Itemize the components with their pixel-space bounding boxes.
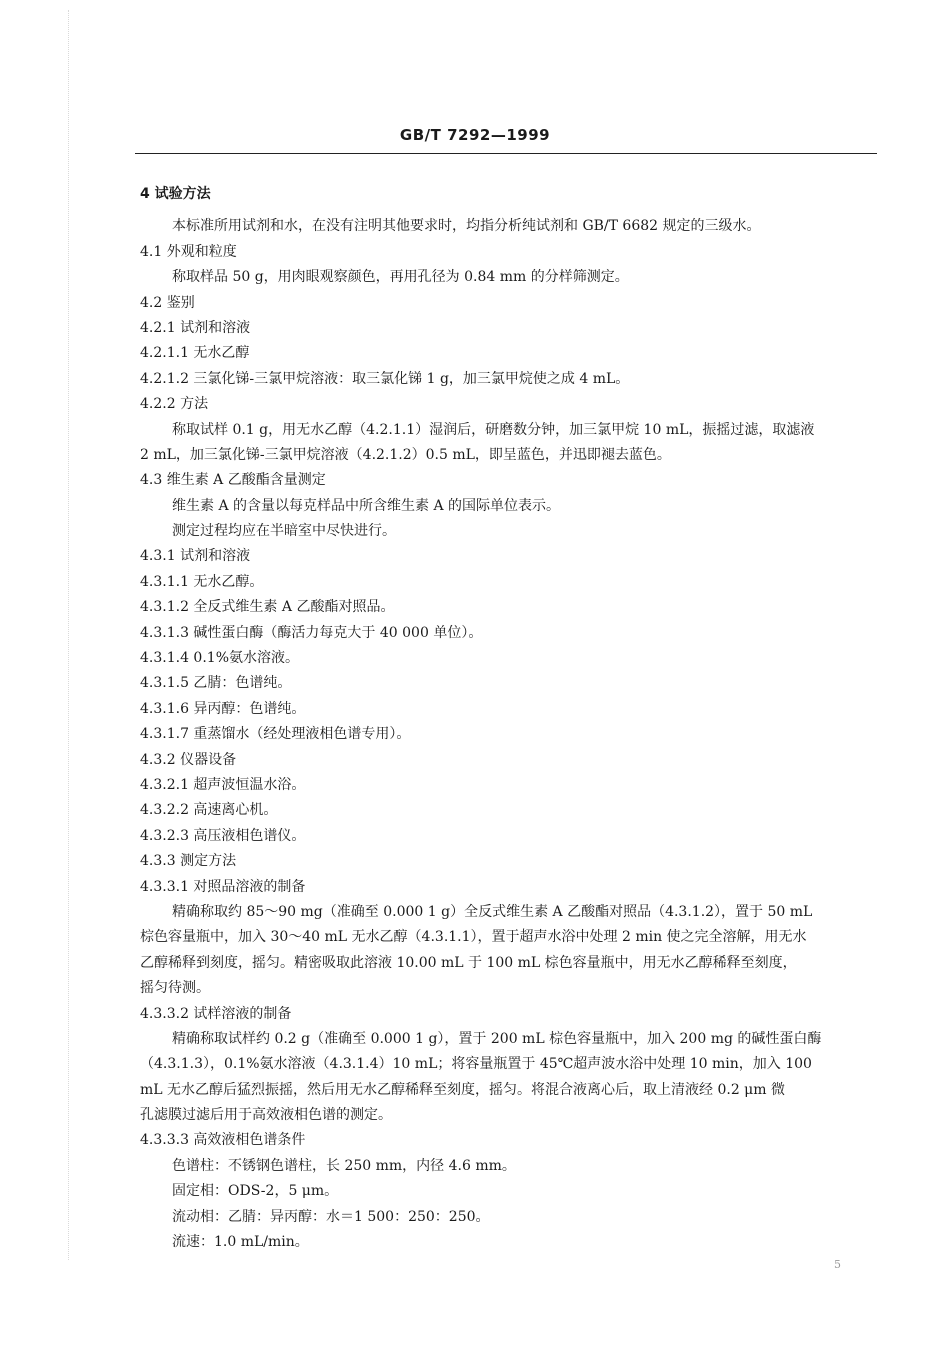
section-heading-4: 4 试验方法 xyxy=(140,186,211,202)
paragraph: 维生素 A 的含量以每克样品中所含维生素 A 的国际单位表示。 xyxy=(172,497,561,514)
clause-heading: 4.3.1 试剂和溶液 xyxy=(140,548,251,565)
clause-item: 4.3.2.3 高压液相色谱仪。 xyxy=(140,827,306,844)
clause-heading: 4.3.2 仪器设备 xyxy=(140,751,237,768)
clause-item: 4.3.1.4 0.1%氨水溶液。 xyxy=(140,650,299,667)
clause-heading: 4.2.2 方法 xyxy=(140,396,209,413)
paragraph-line: 孔滤膜过滤后用于高效液相色谱的测定。 xyxy=(140,1107,392,1124)
clause-item: 4.3.3.2 试样溶液的制备 xyxy=(140,1005,292,1022)
header-rule xyxy=(135,153,877,154)
clause-item: 4.3.3.1 对照品溶液的制备 xyxy=(140,878,306,895)
body-text xyxy=(140,182,880,1255)
paragraph-line: 2 mL，加三氯化锑-三氯甲烷溶液（4.2.1.2）0.5 mL，即呈蓝色，并迅即褪去蓝色。 xyxy=(140,446,671,463)
paragraph-line: 称取试样 0.1 g，用无水乙醇（4.2.1.1）湿润后，研磨数分钟，加三氯甲烷 10 mL，振摇过滤，取滤液 xyxy=(172,421,815,438)
paragraph: 本标准所用试剂和水，在没有注明其他要求时，均指分析纯试剂和 GB/T 6682 规定的三级水。 xyxy=(172,218,761,235)
paragraph-line: 精确称取约 85～90 mg（准确至 0.000 1 g）全反式维生素 A 乙酸酯对照品（4.3.1.2），置于 50 mL xyxy=(172,903,813,920)
clause-item: 4.3.1.7 重蒸馏水（经处理液相色谱专用）。 xyxy=(140,726,411,743)
clause-item: 4.3.3.3 高效液相色谱条件 xyxy=(140,1132,306,1149)
paragraph: 测定过程均应在半暗室中尽快进行。 xyxy=(172,523,396,540)
clause-heading: 4.3 维生素 A 乙酸酯含量测定 xyxy=(140,472,326,489)
clause-heading: 4.2 鉴别 xyxy=(140,294,195,311)
clause-heading: 4.3.3 测定方法 xyxy=(140,853,237,870)
paragraph: 色谱柱：不锈钢色谱柱，长 250 mm，内径 4.6 mm。 xyxy=(172,1157,516,1174)
clause-item: 4.3.1.1 无水乙醇。 xyxy=(140,573,264,590)
paragraph: 固定相：ODS-2，5 μm。 xyxy=(172,1183,339,1200)
paragraph: 流动相：乙腈：异丙醇：水＝1 500：250：250。 xyxy=(172,1208,490,1225)
paragraph-line: 精确称取试样约 0.2 g（准确至 0.000 1 g），置于 200 mL 棕色容量瓶中，加入 200 mg 的碱性蛋白酶 xyxy=(172,1030,822,1047)
paragraph-line: 摇匀待测。 xyxy=(140,980,210,997)
scan-edge-mark xyxy=(68,10,70,1260)
paragraph-line: 乙醇稀释到刻度，摇匀。精密吸取此溶液 10.00 mL 于 100 mL 棕色容量瓶中，用无水乙醇稀释至刻度， xyxy=(140,954,797,971)
clause-item: 4.3.2.1 超声波恒温水浴。 xyxy=(140,776,306,793)
clause-item: 4.2.1.1 无水乙醇 xyxy=(140,345,250,362)
clause-heading: 4.2.1 试剂和溶液 xyxy=(140,319,251,336)
paragraph-line: mL 无水乙醇后猛烈振摇，然后用无水乙醇稀释至刻度，摇匀。将混合液离心后，取上清液经 0.2 μm 微 xyxy=(140,1081,786,1098)
paragraph: 流速：1.0 mL/min。 xyxy=(172,1234,309,1251)
clause-item: 4.3.1.6 异丙醇：色谱纯。 xyxy=(140,700,306,717)
clause-item: 4.3.1.3 碱性蛋白酶（酶活力每克大于 40 000 单位）。 xyxy=(140,624,483,641)
page-number: 5 xyxy=(834,1258,841,1271)
paragraph: 称取样品 50 g，用肉眼观察颜色，再用孔径为 0.84 mm 的分样筛测定。 xyxy=(172,269,629,286)
clause-item: 4.3.1.2 全反式维生素 A 乙酸酯对照品。 xyxy=(140,599,395,616)
clause-item: 4.3.1.5 乙腈：色谱纯。 xyxy=(140,675,292,692)
clause-item: 4.2.1.2 三氯化锑-三氯甲烷溶液：取三氯化锑 1 g，加三氯甲烷使之成 4 mL。 xyxy=(140,370,630,387)
clause-item: 4.3.2.2 高速离心机。 xyxy=(140,802,278,819)
page-header-standard-code: GB/T 7292—1999 xyxy=(399,126,551,144)
paragraph-line: 棕色容量瓶中，加入 30～40 mL 无水乙醇（4.3.1.1），置于超声水浴中处理 2 min 使之完全溶解，用无水 xyxy=(140,929,807,946)
clause-heading: 4.1 外观和粒度 xyxy=(140,243,237,260)
paragraph-line: （4.3.1.3），0.1%氨水溶液（4.3.1.4）10 mL；将容量瓶置于 45℃超声波水浴中处理 10 min，加入 100 xyxy=(140,1056,812,1073)
